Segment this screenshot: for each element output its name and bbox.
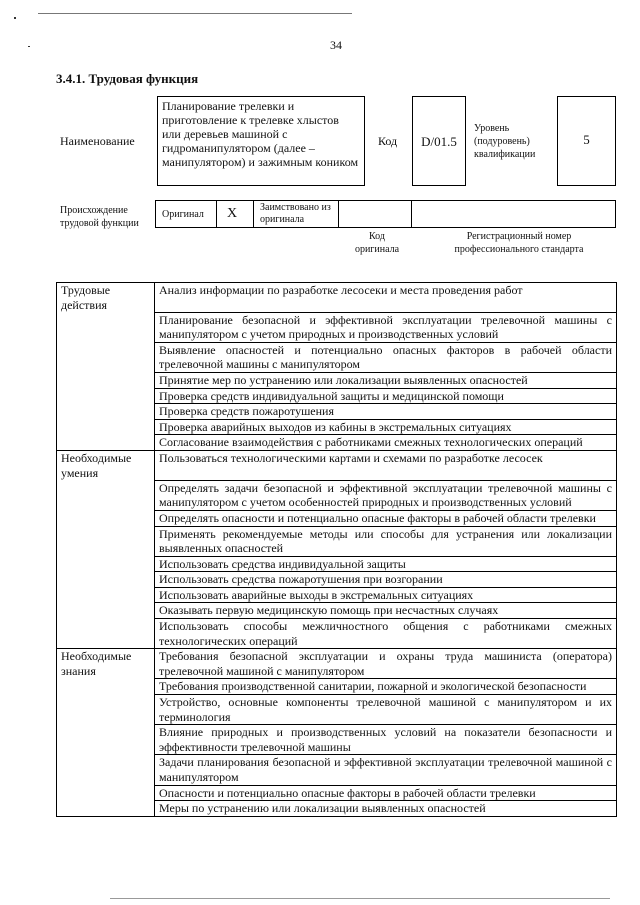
section-label-cell: [57, 619, 155, 649]
section-item: Меры по устранению или локализации выявленных опасностей: [155, 801, 617, 817]
section-item: Задачи планирования безопасной и эффективной эксплуатации трелевочной машиной с манипулятором: [155, 755, 617, 785]
scan-top-line: [38, 13, 352, 14]
section-label-cell: [57, 388, 155, 404]
table-row: [57, 451, 617, 481]
section-label-cell: [57, 695, 155, 725]
table-row: [57, 755, 617, 785]
section-item: Использовать средства пожаротушения при возгорании: [155, 572, 617, 588]
borrowed-label: Заимствовано из оригинала: [260, 202, 331, 225]
section-label-cell: [57, 526, 155, 556]
section-item: Проверка аварийных выходов из кабины в экстремальных ситуациях: [155, 419, 617, 435]
section-item: Требования безопасной эксплуатации и охраны труда машиниста (оператора) трелевочной машиной с манипулятором: [155, 649, 617, 679]
section-label-cell: [57, 556, 155, 572]
section-label-cell: [57, 342, 155, 372]
level-box: [557, 96, 616, 186]
section-item: Использовать способы межличностного общения с работниками смежных технологических операций: [155, 619, 617, 649]
section-item: Влияние природных и производственных условий на показатели безопасности и эффективности трелевочной машины: [155, 725, 617, 755]
section-item: Проверка средств пожаротушения: [155, 404, 617, 420]
code-box: [412, 96, 466, 186]
table-row: [57, 283, 617, 313]
table-row: [57, 679, 617, 695]
function-details-table: [56, 282, 617, 817]
table-row: [57, 342, 617, 372]
section-item: Планирование безопасной и эффективной эксплуатации трелевочной машины с манипулятором с учетом природных и производственных условий: [155, 312, 617, 342]
table-row: [57, 801, 617, 817]
table-row: [57, 526, 617, 556]
table-row: [57, 572, 617, 588]
section-label-cell: [57, 587, 155, 603]
table-row: [57, 373, 617, 389]
reg-number-caption: Регистрационный номер профессионального стандарта: [454, 231, 584, 255]
section-label-cell: [57, 480, 155, 510]
section-label-cell: [57, 373, 155, 389]
section-label-cell: [57, 603, 155, 619]
table-row: [57, 785, 617, 801]
section-label-cell: Необходимые умения: [57, 451, 155, 481]
function-name-text: Планирование трелевки и приготовление к трелевке хлыстов или деревьев машиной с гидроманипулятором (далее – манипулятором) и зажимным коником: [162, 99, 359, 169]
table-row: [57, 619, 617, 649]
table-row: [57, 419, 617, 435]
function-name-box: [157, 96, 365, 186]
section-label-cell: [57, 801, 155, 817]
table-row: [57, 649, 617, 679]
section-item: Принятие мер по устранению или локализации выявленных опасностей: [155, 373, 617, 389]
scan-bottom-line: [110, 898, 610, 899]
section-item: Определять задачи безопасной и эффективной эксплуатации трелевочной машины с манипулятором с учетом особенностей природных и производственных условий: [155, 480, 617, 510]
section-label-cell: Трудовые действия: [57, 283, 155, 313]
section-label-cell: [57, 725, 155, 755]
section-item: Согласование взаимодействия с работниками смежных технологических операций: [155, 435, 617, 451]
section-label-cell: [57, 755, 155, 785]
section-label-cell: [57, 510, 155, 526]
name-label: Наименование: [60, 134, 135, 148]
table-row: [57, 695, 617, 725]
original-label: Оригинал: [162, 209, 204, 220]
qualification-level-label: Уровень (подуровень) квалификации: [474, 123, 536, 160]
table-row: [57, 480, 617, 510]
section-item: Анализ информации по разработке лесосеки и места проведения работ: [155, 283, 617, 313]
table-row: [57, 556, 617, 572]
section-item: Выявление опасностей и потенциально опасных факторов в рабочей области трелевочной машины с манипулятором: [155, 342, 617, 372]
section-label-cell: [57, 404, 155, 420]
code-original-caption: Код оригинала: [354, 231, 400, 255]
section-item: Определять опасности и потенциально опасные факторы в рабочей области трелевки: [155, 510, 617, 526]
scan-dot: [28, 46, 30, 47]
table-row: [57, 435, 617, 451]
section-item: Применять рекомендуемые методы или способы для устранения или локализации выявленных опасностей: [155, 526, 617, 556]
table-row: [57, 587, 617, 603]
table-row: [57, 510, 617, 526]
section-label-cell: [57, 572, 155, 588]
section-label-cell: [57, 679, 155, 695]
code-value: D/01.5: [421, 134, 457, 149]
section-label-cell: Необходимые знания: [57, 649, 155, 679]
original-mark: X: [227, 206, 238, 221]
table-row: [57, 312, 617, 342]
section-label-cell: [57, 312, 155, 342]
section-heading: 3.4.1. Трудовая функция: [56, 71, 199, 86]
section-item: Использовать аварийные выходы в экстремальных ситуациях: [155, 587, 617, 603]
table-row: [57, 725, 617, 755]
page-number: 34: [330, 38, 342, 52]
table-row: [57, 603, 617, 619]
section-label-cell: [57, 785, 155, 801]
section-label-cell: [57, 435, 155, 451]
origin-label: Происхождение трудовой функции: [60, 205, 139, 229]
section-item: Использовать средства индивидуальной защиты: [155, 556, 617, 572]
section-item: Опасности и потенциально опасные факторы в рабочей области трелевки: [155, 785, 617, 801]
section-item: Оказывать первую медицинскую помощь при несчастных случаях: [155, 603, 617, 619]
section-item: Устройство, основные компоненты трелевочной машиной с манипулятором и их терминология: [155, 695, 617, 725]
table-row: [57, 388, 617, 404]
section-item: Пользоваться технологическими картами и схемами по разработке лесосек: [155, 451, 617, 481]
section-item: Требования производственной санитарии, пожарной и экологической безопасности: [155, 679, 617, 695]
section-item: Проверка средств индивидуальной защиты и медицинской помощи: [155, 388, 617, 404]
borrowed-cell-divider: [338, 200, 412, 228]
level-value: 5: [583, 132, 590, 147]
code-label: Код: [378, 134, 398, 148]
scan-dot: [14, 17, 16, 19]
table-row: [57, 404, 617, 420]
section-label-cell: [57, 419, 155, 435]
